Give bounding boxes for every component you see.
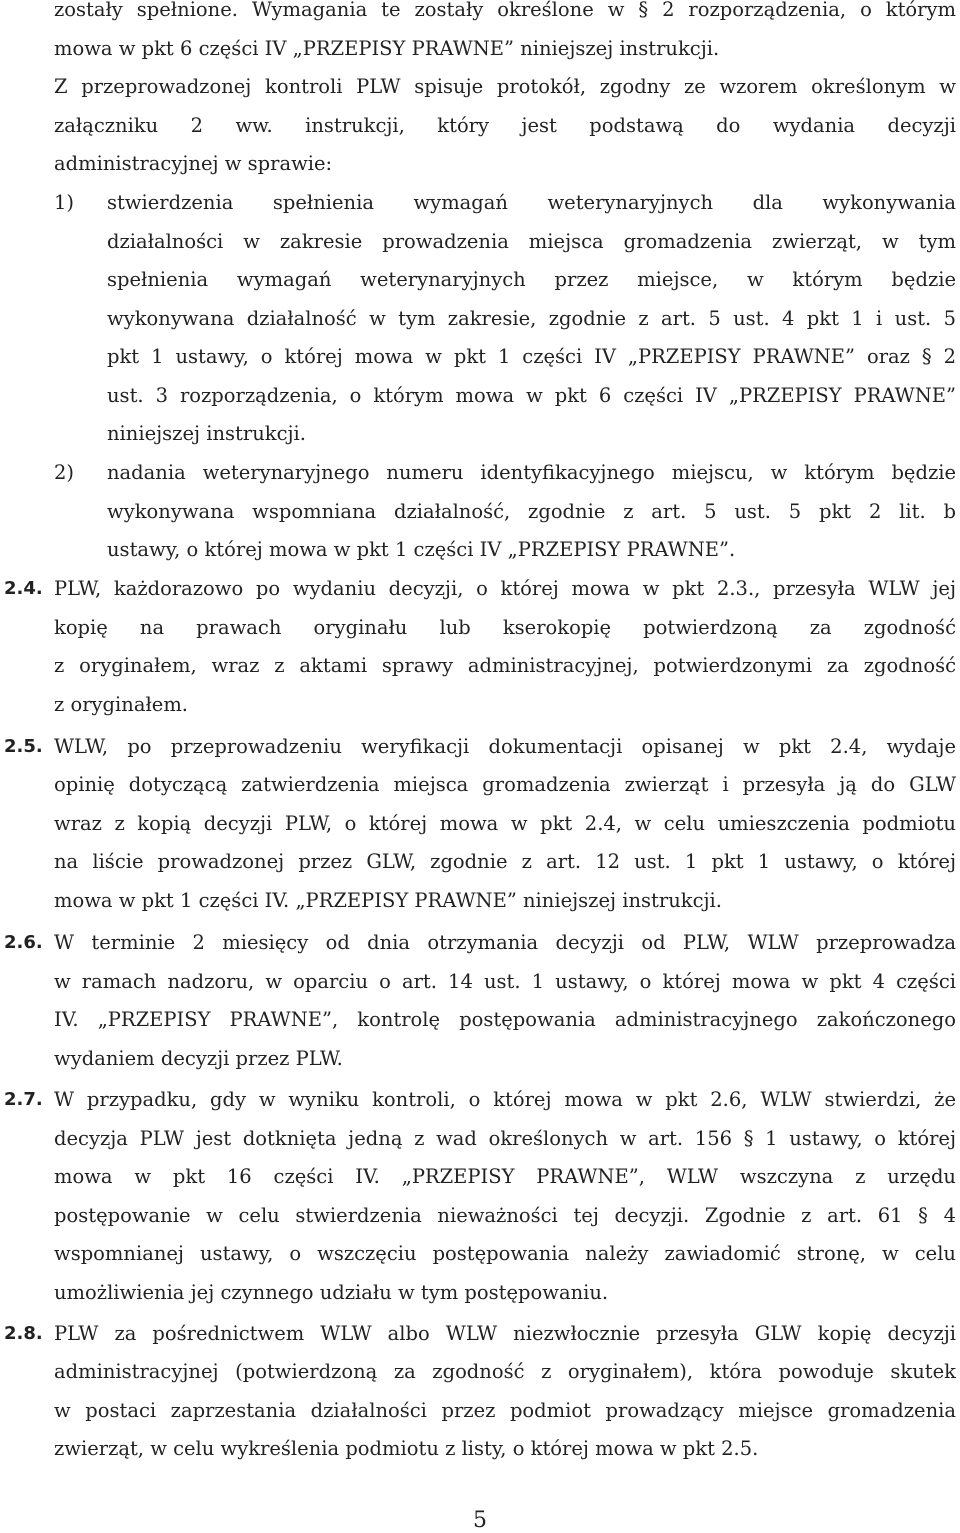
text-line: wykonywana wspomniana działalność, zgodnie z art. 5 ust. 5 pkt 2 lit. b — [107, 500, 956, 523]
section-number: 2.4. — [4, 578, 43, 599]
text-line: niniejszej instrukcji. — [107, 422, 306, 445]
text-line: kopię na prawach oryginału lub kserokopię potwierdzoną za zgodność — [54, 616, 956, 639]
text-line: zostały spełnione. Wymagania te zostały określone w § 2 rozporządzenia, o którym — [54, 0, 956, 21]
text-line: w ramach nadzoru, w oparciu o art. 14 ust. 1 ustawy, o której mowa w pkt 4 części — [54, 970, 956, 993]
text-line: mowa w pkt 6 części IV „PRZEPISY PRAWNE” niniejszej instrukcji. — [54, 37, 720, 60]
text-line: ustawy, o której mowa w pkt 1 części IV „PRZEPISY PRAWNE”. — [107, 538, 736, 561]
text-line: ust. 3 rozporządzenia, o którym mowa w pkt 6 części IV „PRZEPISY PRAWNE” — [107, 384, 956, 407]
text-line: IV. „PRZEPISY PRAWNE”, kontrolę postępowania administracyjnego zakończonego — [54, 1008, 956, 1031]
text-line: Z przeprowadzonej kontroli PLW spisuje protokół, zgodny ze wzorem określonym w — [54, 75, 956, 98]
text-line: WLW, po przeprowadzeniu weryfikacji dokumentacji opisanej w pkt 2.4, wydaje — [54, 735, 956, 758]
text-line: działalności w zakresie prowadzenia miejsca gromadzenia zwierząt, w tym — [107, 230, 956, 253]
text-line: z oryginałem, wraz z aktami sprawy administracyjnej, potwierdzonymi za zgodność — [54, 654, 956, 677]
text-line: administracyjnej w sprawie: — [54, 152, 333, 175]
text-line: W przypadku, gdy w wyniku kontroli, o której mowa w pkt 2.6, WLW stwierdzi, że — [54, 1088, 956, 1111]
text-line: wspomnianej ustawy, o wszczęciu postępowania należy zawiadomić stronę, w celu — [54, 1242, 956, 1265]
text-line: stwierdzenia spełnienia wymagań weterynaryjnych dla wykonywania — [107, 191, 956, 214]
text-line: na liście prowadzonej przez GLW, zgodnie z art. 12 ust. 1 pkt 1 ustawy, o której — [54, 850, 956, 873]
text-line: mowa w pkt 16 części IV. „PRZEPISY PRAWNE”, WLW wszczyna z urzędu — [54, 1165, 956, 1188]
text-line: z oryginałem. — [54, 693, 189, 716]
text-line: spełnienia wymagań weterynaryjnych przez miejsce, w którym będzie — [107, 268, 956, 291]
text-line: mowa w pkt 1 części IV. „PRZEPISY PRAWNE” niniejszej instrukcji. — [54, 889, 722, 912]
page-number: 5 — [473, 1508, 487, 1533]
text-line: PLW, każdorazowo po wydaniu decyzji, o której mowa w pkt 2.3., przesyła WLW jej — [54, 577, 956, 600]
text-line: umożliwienia jej czynnego udziału w tym postępowaniu. — [54, 1281, 609, 1304]
text-line: w postaci zaprzestania działalności przez podmiot prowadzący miejsce gromadzenia — [54, 1399, 956, 1422]
section-number: 2.7. — [4, 1089, 43, 1110]
text-line: PLW za pośrednictwem WLW albo WLW niezwłocznie przesyła GLW kopię decyzji — [54, 1322, 956, 1345]
text-line: administracyjnej (potwierdzoną za zgodność z oryginałem), która powoduje skutek — [54, 1360, 956, 1383]
section-number: 2.6. — [4, 932, 43, 953]
text-line: wydaniem decyzji przez PLW. — [54, 1047, 343, 1070]
text-line: decyzja PLW jest dotknięta jedną z wad określonych w art. 156 § 1 ustawy, o której — [54, 1127, 956, 1150]
text-line: wraz z kopią decyzji PLW, o której mowa w pkt 2.4, w celu umieszczenia podmiotu — [54, 812, 956, 835]
list-item-number: 2) — [54, 461, 75, 484]
text-line: nadania weterynaryjnego numeru identyfikacyjnego miejscu, w którym będzie — [107, 461, 956, 484]
text-line: zwierząt, w celu wykreślenia podmiotu z listy, o której mowa w pkt 2.5. — [54, 1437, 759, 1460]
text-line: W terminie 2 miesięcy od dnia otrzymania decyzji od PLW, WLW przeprowadza — [54, 931, 956, 954]
text-line: pkt 1 ustawy, o której mowa w pkt 1 części IV „PRZEPISY PRAWNE” oraz § 2 — [107, 345, 956, 368]
text-line: postępowanie w celu stwierdzenia nieważności tej decyzji. Zgodnie z art. 61 § 4 — [54, 1204, 956, 1227]
text-line: wykonywana działalność w tym zakresie, zgodnie z art. 5 ust. 4 pkt 1 i ust. 5 — [107, 307, 956, 330]
section-number: 2.8. — [4, 1323, 43, 1344]
list-item-number: 1) — [54, 191, 75, 214]
text-line: opinię dotyczącą zatwierdzenia miejsca gromadzenia zwierząt i przesyła ją do GLW — [54, 773, 956, 796]
text-line: załączniku 2 ww. instrukcji, który jest podstawą do wydania decyzji — [54, 114, 956, 137]
section-number: 2.5. — [4, 736, 43, 757]
